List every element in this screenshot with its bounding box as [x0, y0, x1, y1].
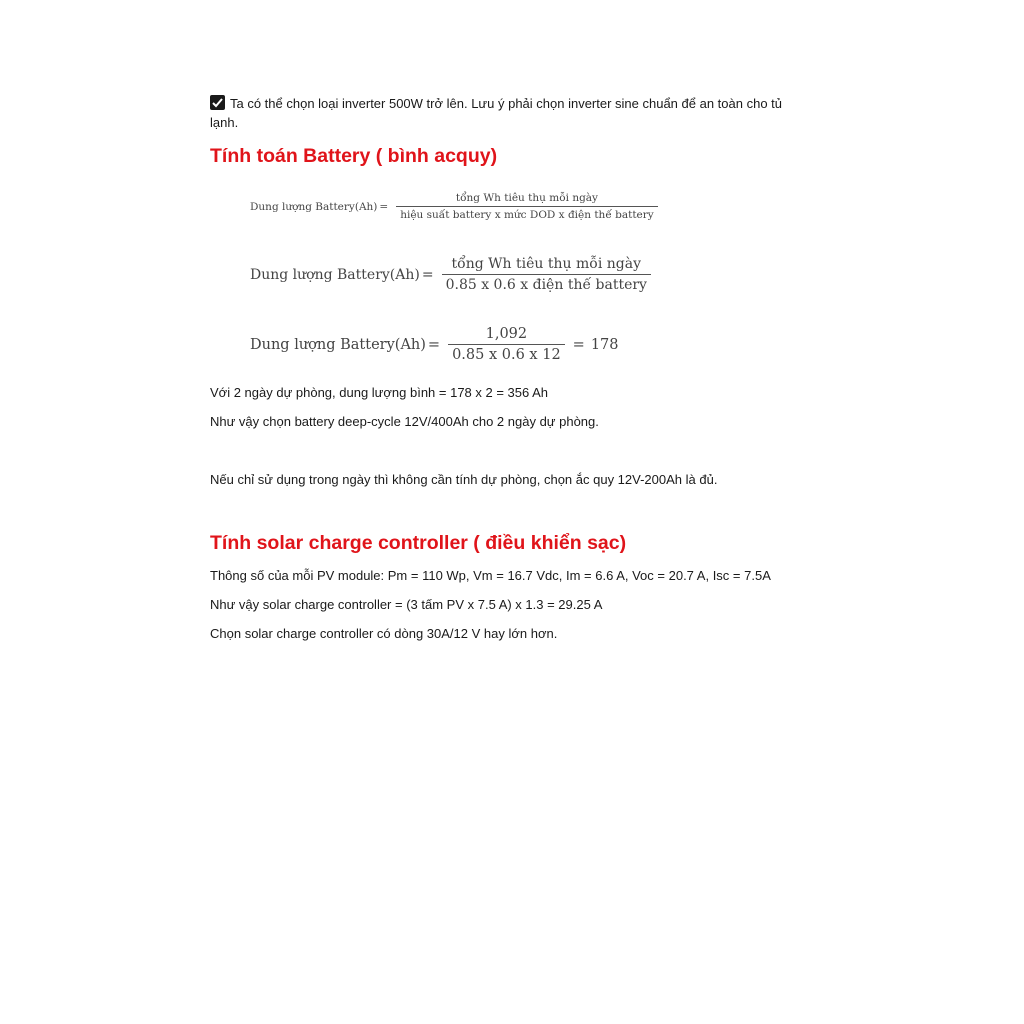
formula-equals: =	[427, 336, 441, 353]
formula-denominator: 0.85 x 0.6 x 12	[448, 344, 565, 363]
battery-heading: Tính toán Battery ( bình acquy)	[210, 145, 498, 167]
controller-para-choice: Chọn solar charge controller có dòng 30A/12 V hay lớn hơn.	[210, 626, 558, 641]
check-box-icon	[210, 95, 225, 110]
inverter-note-text: Ta có thể chọn loại inverter 500W trở lên. Lưu ý phải chọn inverter sine chuẩn để an toàn cho tủ lạnh.	[210, 96, 782, 130]
inverter-note	[210, 94, 800, 132]
battery-para-backup: Với 2 ngày dự phòng, dung lượng bình = 178 x 2 = 356 Ah	[210, 385, 549, 400]
battery-formula-result	[250, 326, 619, 363]
formula-numerator: 1,092	[485, 326, 528, 342]
formula-numerator: tổng Wh tiêu thụ mỗi ngày	[451, 256, 641, 272]
formula-denominator: 0.85 x 0.6 x điện thế battery	[442, 274, 651, 293]
formula-fraction	[442, 256, 651, 293]
formula-equals: =	[421, 266, 434, 283]
formula-equals-result: =	[572, 336, 585, 353]
formula-equals: =	[379, 200, 389, 213]
formula-lhs: Dung lượng Battery(Ah)	[250, 266, 420, 283]
formula-numerator: tổng Wh tiêu thụ mỗi ngày	[455, 192, 598, 204]
formula-lhs: Dung lượng Battery(Ah)	[250, 200, 378, 213]
formula-fraction	[448, 326, 565, 363]
battery-para-daytime: Nếu chỉ sử dụng trong ngày thì không cần tính dự phòng, chọn ắc quy 12V-200Ah là đủ.	[210, 472, 718, 487]
formula-result: 178	[590, 336, 619, 353]
battery-formula-substituted	[250, 256, 657, 293]
controller-heading: Tính solar charge controller ( điều khiển sạc)	[210, 532, 627, 554]
battery-formula-general	[250, 192, 664, 221]
controller-para-specs: Thông số của mỗi PV module: Pm = 110 Wp, Vm = 16.7 Vdc, Im = 6.6 A, Voc = 20.7 A, Isc = 7.5A	[210, 568, 771, 583]
formula-fraction	[396, 192, 658, 221]
formula-lhs: Dung lượng Battery(Ah)	[250, 336, 426, 353]
battery-para-choice: Như vậy chọn battery deep-cycle 12V/400Ah cho 2 ngày dự phòng.	[210, 414, 599, 429]
formula-denominator: hiệu suất battery x mức DOD x điện thế battery	[396, 206, 658, 221]
controller-para-calc: Như vậy solar charge controller = (3 tấm PV x 7.5 A) x 1.3 = 29.25 A	[210, 597, 603, 612]
